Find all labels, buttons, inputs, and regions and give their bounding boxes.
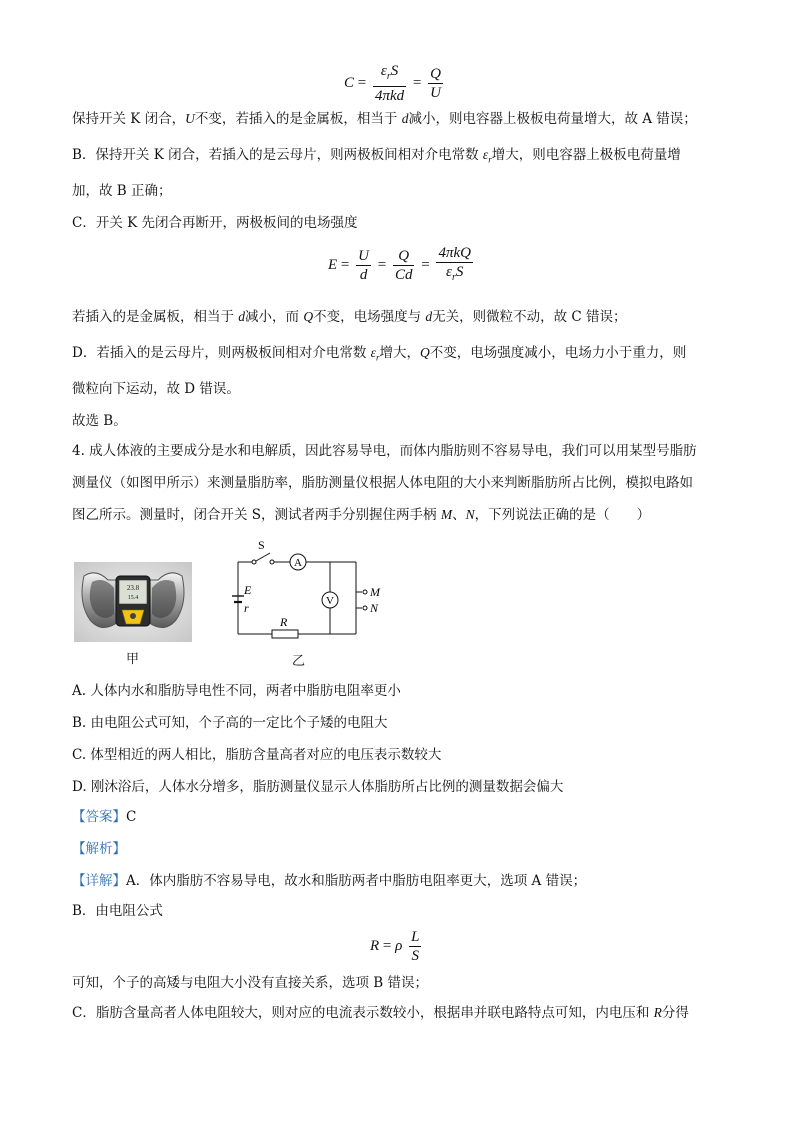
text-line: 微粒向下运动，故 D 错误。: [72, 381, 240, 397]
svg-text:23.8: 23.8: [126, 584, 140, 592]
svg-text:S: S: [258, 538, 265, 552]
figure-label-yi: 乙: [292, 654, 306, 669]
question-line: 测量仪（如图甲所示）来测量脂肪率，脂肪测量仪根据人体电阻的大小来判断脂肪所占比例，模拟电路如: [72, 475, 693, 491]
svg-text:E: E: [244, 583, 252, 597]
analysis-line: [72, 840, 126, 858]
option-a: A. 人体内水和脂肪导电性不同，两者中脂肪电阻率更小: [72, 683, 401, 699]
svg-text:N: N: [370, 601, 379, 615]
svg-text:V: V: [326, 595, 334, 607]
question-line: 图乙所示。测量时，闭合开关 S，测试者两手分别握住两手柄 M、N，下列说法正确的是（ ）: [72, 507, 651, 523]
fraction: $\frac{Q}{U}$: [430, 66, 441, 101]
option-b: B. 由电阻公式可知，个子高的一定比个子矮的电阻大: [72, 715, 388, 731]
answer-label: 【答案】: [72, 809, 126, 825]
svg-text:R: R: [280, 615, 288, 629]
answer-value: C: [126, 809, 137, 825]
text-line: 可知，个子的高矮与电阻大小没有直接关系，选项 B 错误；: [72, 975, 429, 991]
resistance-formula: R = ρ $\frac{L}{S}$: [370, 929, 420, 964]
text-line: D．若插入的是云母片，则两极板间相对介电常数 $\varepsilon_r$增大，Q不变，电场强度减小，电场力小于重力，则: [72, 345, 687, 363]
text-line: 加，故 B 正确；: [72, 183, 172, 199]
text-line: C．开关 K 先闭合再断开，两极板间的电场强度: [72, 215, 358, 231]
svg-text:A: A: [294, 557, 302, 569]
field-strength-formula: E = $\frac{U}{d}$ = $\frac{Q}{Cd}$ = $\frac{\text{4πkQ}}{\varepsilon_rS}$: [328, 245, 471, 283]
figure-yi: [222, 536, 392, 646]
text-line: B．由电阻公式: [72, 903, 163, 919]
svg-text:M: M: [370, 585, 380, 599]
capacitance-formula: C = $\frac{\varepsilon_rS}{\text{4πkd}}$ = $\frac{Q}{U}$: [344, 63, 441, 104]
body-fat-meter-image: [74, 562, 192, 642]
analysis-label: 【解析】: [72, 841, 126, 857]
fraction: $\frac{\varepsilon_rS}{\text{4πkd}}$: [374, 63, 405, 104]
text-line: B．保持开关 K 闭合，若插入的是云母片，则两极板间相对介电常数 $\varepsilon_r$增大，则电容器上极板电荷量增: [72, 147, 681, 165]
option-c: C. 体型相近的两人相比，脂肪含量高者对应的电压表示数较大: [72, 747, 442, 763]
circuit-diagram: [222, 536, 392, 646]
detail-label: 【详解】: [72, 873, 126, 889]
question-line: 4. 成人体液的主要成分是水和电解质，因此容易导电，而体内脂肪则不容易导电，我们可以用某型号脂肪: [72, 443, 697, 459]
text-line: 若插入的是金属板，相当于 d减小，而 Q不变，电场强度与 d无关，则微粒不动，故 C 错误；: [72, 309, 627, 325]
figure-jia: [74, 562, 192, 642]
text-line: C．脂肪含量高者人体电阻较大，则对应的电流表示数较小，根据串并联电路特点可知，内电压和 R分得: [72, 1005, 689, 1021]
option-d: D. 刚沐浴后，人体水分增多，脂肪测量仪显示人体脂肪所占比例的测量数据会偏大: [72, 779, 564, 795]
answer-line: [72, 808, 136, 826]
svg-text:15.4: 15.4: [127, 595, 139, 601]
detail-line: 【详解】A．体内脂肪不容易导电，故水和脂肪两者中脂肪电阻率更大，选项 A 错误；: [72, 873, 587, 889]
figure-label-jia: 甲: [126, 652, 140, 667]
text-line: 故选 B。: [72, 413, 127, 429]
svg-text:r: r: [244, 601, 249, 615]
text-line: 保持开关 K 闭合，U不变，若插入的是金属板，相当于 d减小，则电容器上极板电荷量增大，故 A 错误；: [72, 111, 697, 127]
